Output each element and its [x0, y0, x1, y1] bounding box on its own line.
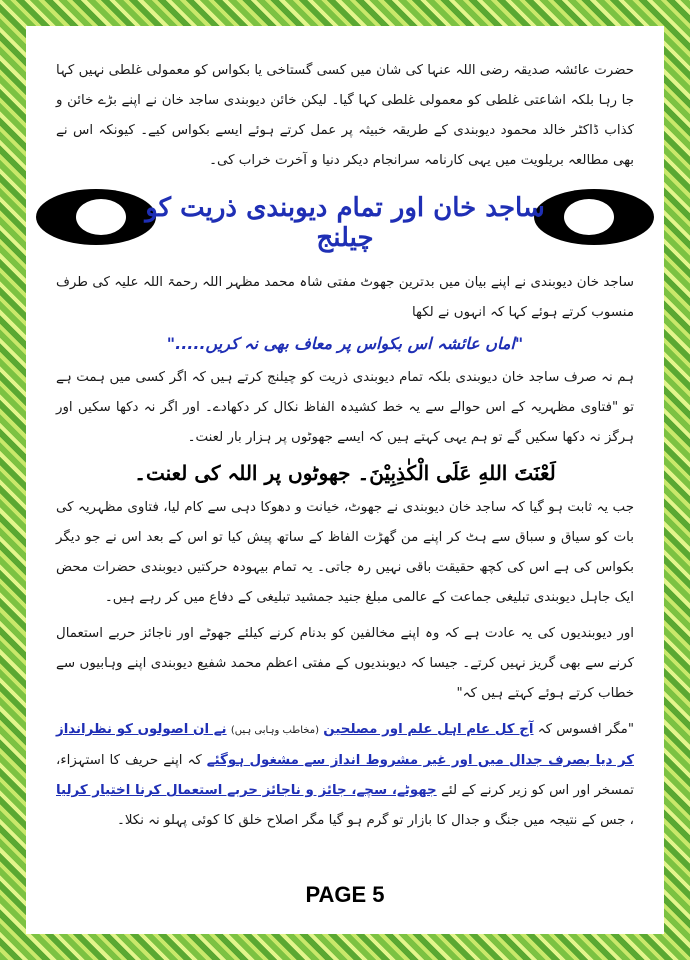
section-intro [56, 56, 634, 182]
quote-end: ، جس کے نتیجہ میں جنگ و جدال کا بازار تو گرم ہو گیا مگر اصلاح خلق کا کوئی پہلو نہ نکلا۔ [116, 813, 634, 828]
heading-title: ساجد خان اور تمام دیوبندی ذریت کو چیلنج [145, 193, 545, 253]
highlight-neglect: نے ان اصولوں کو نظرانداز کر دیا بصرف جدال میں اور غیر مشروط انداز سے مشغول ہوگئے [56, 722, 634, 768]
paragraph-proof: جب یہ ثابت ہو گیا کہ ساجد خان دیوبندی نے جھوٹ، خیانت و دھوکا دہی سے کام لیا، فتاوی مظہریہ کی بات کو سیاق و سباق سے ہٹ کر اپنے من گھڑت الفاظ کے ساتھ پیش کیا تو اس کے بعد اس نے جو دیگر بکواس کی ہے اس کی کچھ حقیقت باقی نہیں رہ جاتی۔ یہ تمام بیہودہ حرکتیں دیوبندی حضرات محض ایک جاہل دیوبندی تبلیغی جماعت کے عالمی مبلغ جنید جمشید تبلیغی کے دفاع میں کر رہے ہیں۔ [56, 500, 634, 605]
highlight-tactics: جھوٹے، سچے، جائز و ناجائز حربے استعمال کرنا اختیار کرلیا [56, 783, 437, 798]
intro-paragraph: حضرت عائشہ صدیقہ رضی اللہ عنہا کی شان میں کسی گستاخی یا بکواس کو معمولی غلطی نہیں کہا جا رہا بلکہ اشاعتی غلطی کو معمولی غلطی کہا گیا۔ لیکن خائن دیوبندی ساجد خان نے اپنے بڑے خائن و کذاب ڈاکٹر خالد محمود دیوبندی کے طریقہ خبیثہ پر عمل کرتے ہوئے ایسے بکواس کیے۔ کیونکہ اس نے بھی مطالعہ بریلویت میں یہی کارنامہ سرانجام دیکر دنیا و آخرت خراب کی۔ [56, 63, 634, 168]
paragraph-challenge: ہم نہ صرف ساجد خان دیوبندی بلکہ تمام دیوبندی ذریت کو چیلنج کرتے ہیں کہ اگر کسی میں ہمت ہے تو "فتاوی مظہریہ کے اس حوالے سے یہ خط کشیدہ الفاظ نکال کر دکھادے۔ اور اگر نہ دکھا سکیں اور ہرگز نہ دکھا سکیں گے تو ہم یہی کہتے ہیں کہ ایسے جھوٹوں پر ہزار بار لعنت۔ [56, 370, 634, 445]
quote-start: "مگر افسوس کہ [537, 722, 634, 737]
addressee-note: (مخاطب وہابی ہیں) [230, 725, 320, 736]
quoted-statement: "اماں عائشہ اس بکواس پر معاف بھی نہ کریں....." [166, 334, 524, 353]
paragraph-quote-mufti [56, 715, 634, 836]
paragraph-claim: ساجد خان دیوبندی نے اپنے بیان میں بدترین جھوٹ مفتی شاہ محمد مظہر اللہ رحمۃ اللہ علیہ کی طرف منسوب کرتے ہوئے کہا کہ انہوں نے لکھا [56, 275, 634, 320]
section-heading [26, 181, 664, 271]
arabic-verse: لَعْنَتَ اللهِ عَلَى الْكٰذِبِيْنَ۔ جھوٹوں پر اللہ کی لعنت۔ [134, 461, 556, 485]
quote-middle: کہ اپنے حریف کا استہزاء، تمسخر اور اس کو زیر کرنے کے لئے [56, 753, 634, 798]
page-number: PAGE 5 [305, 882, 385, 907]
page [26, 26, 664, 934]
paragraph-habit: اور دیوبندیوں کی یہ عادت ہے کہ وہ اپنے مخالفین کو بدنام کرنے کیلئے جھوٹے اور ناجائز حربے استعمال کرنے سے بھی گریز نہیں کرتے۔ جیسا کہ دیوبندیوں کے مفتی اعظم محمد شفیع دیوبندی اپنے وہابیوں سے خطاب کرتے ہوئے کہتے ہیں کہ" [56, 626, 634, 701]
section-body [56, 268, 634, 842]
highlight-scholars: آج کل عام اہل علم اور مصلحین [323, 722, 534, 737]
